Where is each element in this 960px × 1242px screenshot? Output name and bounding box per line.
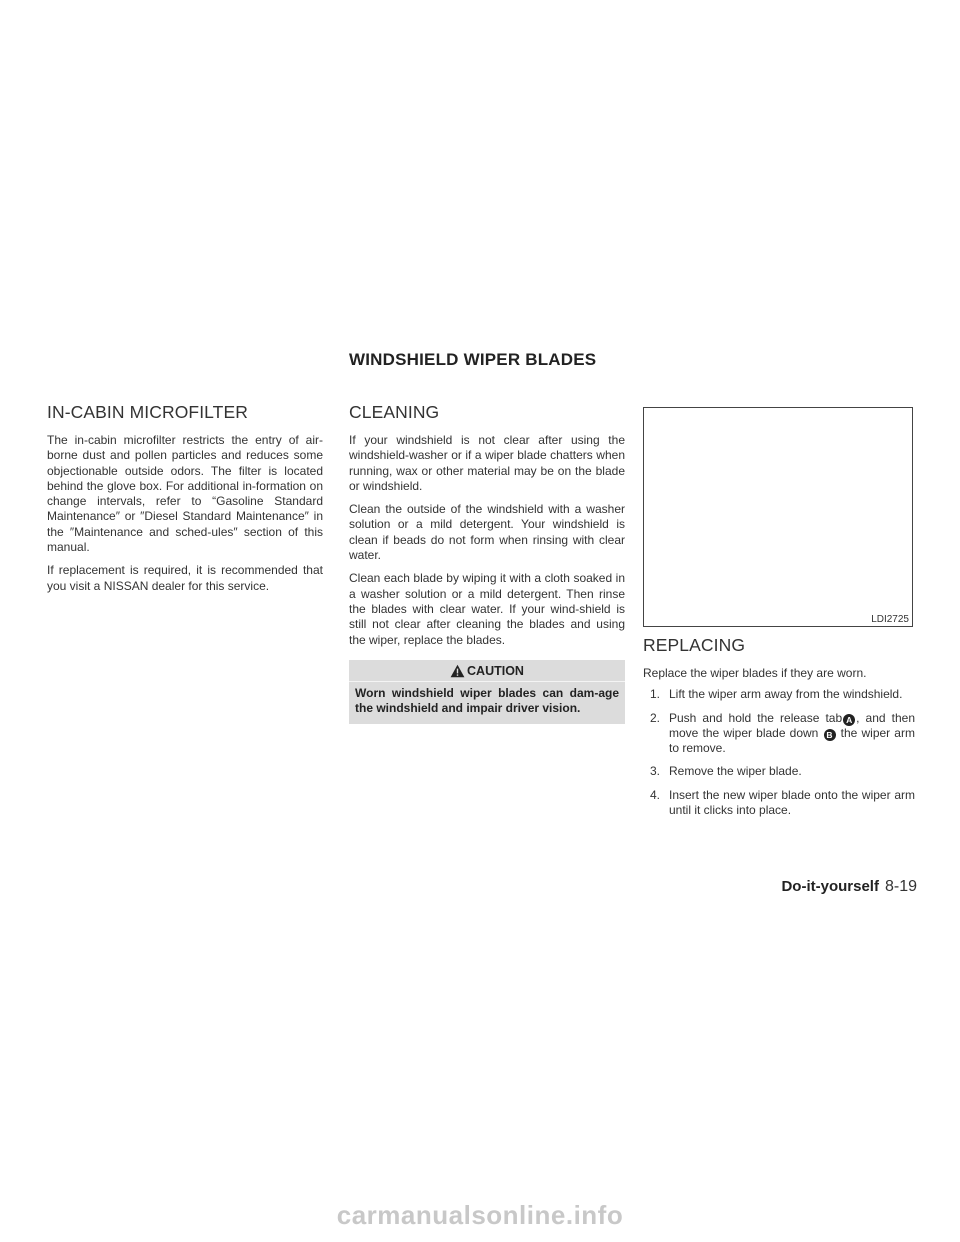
list-item (643, 764, 915, 779)
marker-a-icon: A (843, 714, 855, 726)
paragraph: Clean the outside of the windshield with a washer solution or a mild detergent. Your windshield is clean if beads do not form when rinsing with clear water. (349, 502, 625, 563)
step-number: 1. (650, 687, 661, 702)
paragraph: Clean each blade by wiping it with a cloth soaked in a washer solution or a mild detergent. Then rinse the blades with clear water. If your wind-shield is still not clear after cleaning the blades and using the wiper, replace the blades. (349, 571, 625, 647)
column-in-cabin-microfilter (47, 402, 323, 602)
caution-box (349, 660, 625, 724)
step-text: Insert the new wiper blade onto the wiper arm until it clicks into place. (669, 787, 915, 818)
paragraph: If your windshield is not clear after using the windshield-washer or if a wiper blade chatters when running, wax or other material may be on the blade or windshield. (349, 433, 625, 493)
page-number: 8-19 (884, 878, 917, 895)
step-number: 2. (650, 710, 661, 725)
list-item (643, 788, 915, 819)
step-text: the wiper arm to remove. (669, 725, 915, 756)
list-item (643, 711, 915, 757)
heading-in-cabin-microfilter: IN-CABIN MICROFILTER (47, 402, 248, 422)
step-text: Push and hold the release tab (669, 710, 843, 725)
replacing-intro: Replace the wiper blades if they are worn. (643, 666, 867, 680)
caution-label: CAUTION (467, 663, 524, 678)
heading-cleaning: CLEANING (349, 402, 440, 422)
section-title: WINDSHIELD WIPER BLADES (349, 350, 597, 369)
replacing-steps (643, 687, 915, 818)
caution-text: Worn windshield wiper blades can dam-age the windshield and impair driver vision. (355, 685, 619, 715)
step-text: Remove the wiper blade. (669, 764, 802, 779)
step-number: 4. (650, 787, 661, 802)
column-replacing (643, 407, 915, 826)
wiper-figure (643, 407, 913, 627)
step-number: 3. (650, 764, 661, 779)
chapter-name: Do-it-yourself (781, 878, 879, 895)
page-footer (705, 878, 917, 896)
step-text: Lift the wiper arm away from the windshield. (669, 687, 903, 702)
watermark: carmanualsonline.info (336, 1200, 624, 1230)
warning-icon (450, 664, 465, 678)
paragraph: The in-cabin microfilter restricts the entry of air-borne dust and pollen particles and reduces some objectionable outside odors. The filter is located behind the glove box. For additional in-formation on change intervals, refer to “Gasoline Standard Maintenance″ or ″Diesel Standard Maintenance″ in the ″Maintenance and sched-ules″ section of this manual. (47, 433, 323, 555)
column-cleaning (349, 402, 625, 724)
marker-b-icon: B (824, 729, 836, 741)
paragraph: If replacement is required, it is recommended that you visit a NISSAN dealer for this service. (47, 563, 323, 593)
heading-replacing: REPLACING (643, 635, 746, 655)
figure-label: LDI2725 (871, 614, 909, 625)
list-item (643, 687, 915, 702)
caution-header (349, 660, 625, 682)
step-text: , and then move the wiper blade down (669, 710, 915, 740)
